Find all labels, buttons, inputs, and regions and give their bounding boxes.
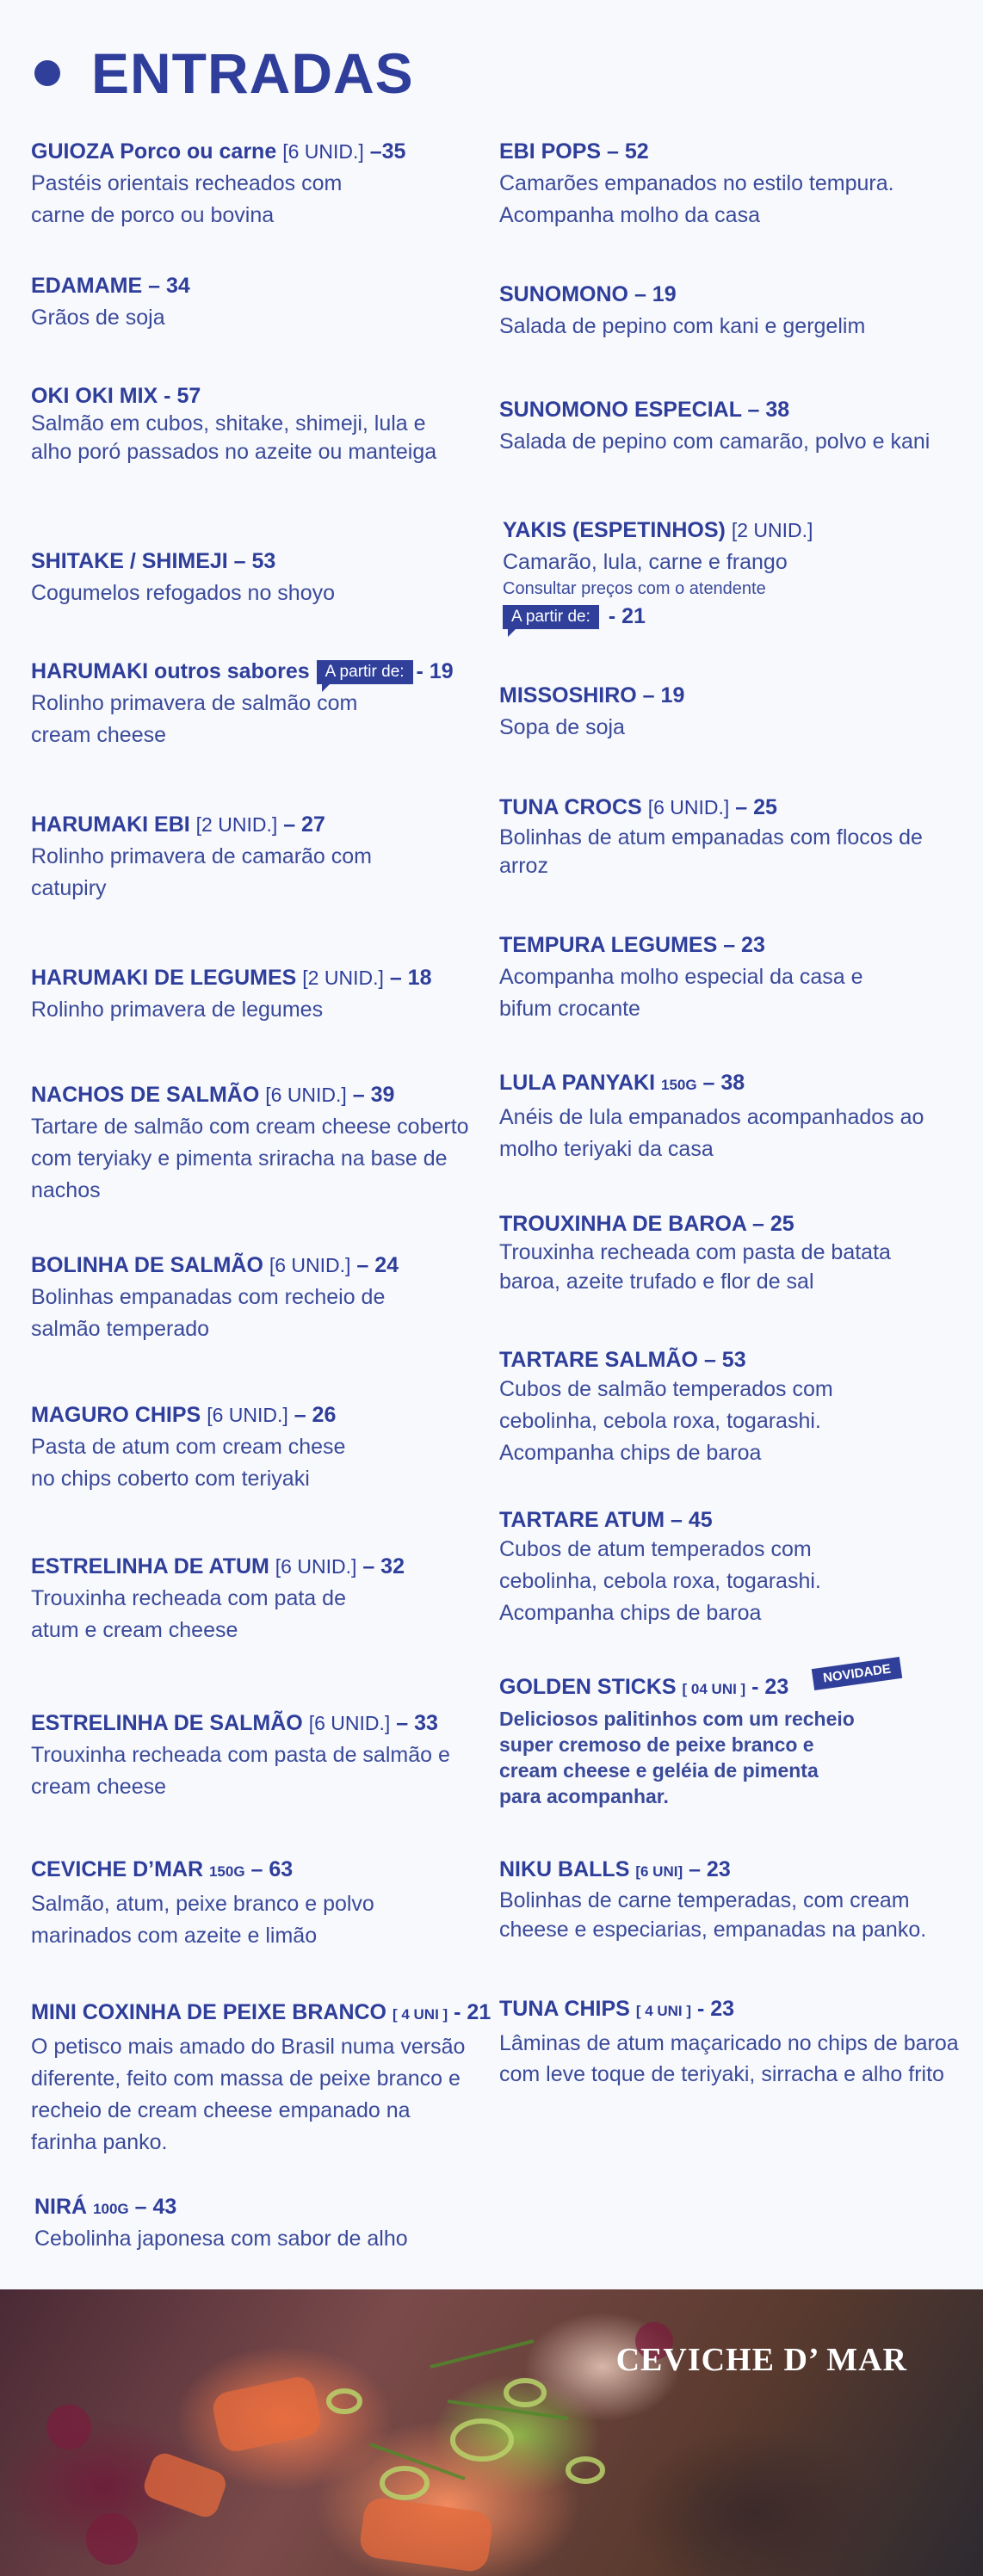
menu-item-shitake-shimeji [31, 547, 479, 609]
menu-item-edamame [31, 272, 479, 334]
item-description: Bolinhas empanadas com recheio de salmão temperado [31, 1285, 386, 1341]
item-name-line: TUNA CHIPS [ 4 UNI ] - 23 [499, 1997, 735, 2021]
item-description: Cubos de atum temperados com cebolinha, cebola roxa, togarashi. Acompanha chips de baroa [499, 1537, 821, 1625]
item-description: Pasta de atum com cream chese no chips coberto com teriyaki [31, 1435, 346, 1491]
menu-item-ebi-pops [499, 138, 964, 232]
item-name-line: EBI POPS – 52 [499, 139, 649, 164]
item-description: Sopa de soja [499, 715, 625, 739]
item-name-line: GUIOZA Porco ou carne [6 UNID.] –35 [31, 139, 406, 164]
menu-item-ceviche-dmar [31, 1856, 479, 1952]
novidade-badge: NOVIDADE [812, 1657, 903, 1690]
item-description: Tartare de salmão com cream cheese coberto com teryiaky e pimenta sriracha na base de nachos [31, 1115, 469, 1202]
menu-item-mini-coxinha [31, 1998, 492, 2159]
menu-item-tartare-salmao [499, 1346, 964, 1469]
menu-item-missoshiro [499, 682, 964, 744]
item-name-line: HARUMAKI DE LEGUMES [2 UNID.] – 18 [31, 966, 432, 990]
item-description: Rolinho primavera de legumes [31, 998, 324, 1022]
item-name-line: OKI OKI MIX - 57 [31, 384, 201, 408]
item-name-line: TARTARE SALMÃO – 53 [499, 1348, 746, 1372]
item-description: Camarões empanados no estilo tempura. Acompanha molho da casa [499, 171, 894, 227]
item-description: Rolinho primavera de salmão com cream cheese [31, 691, 358, 747]
item-description: Salmão, atum, peixe branco e polvo marinados com azeite e limão [31, 1892, 374, 1948]
item-description: Acompanha molho especial da casa e bifum crocante [499, 965, 863, 1021]
item-name-line: TUNA CROCS [6 UNID.] – 25 [499, 795, 777, 819]
price-line: A partir de: - 21 [503, 602, 968, 630]
menu-item-maguro-chips [31, 1401, 479, 1495]
item-description: Grãos de soja [31, 306, 165, 330]
item-name-line: SUNOMONO – 19 [499, 282, 677, 306]
photo-caption: CEVICHE D’ MAR [615, 2342, 907, 2378]
section-header [34, 41, 414, 105]
menu-item-estrelinha-salmao [31, 1709, 479, 1803]
item-name-line: TEMPURA LEGUMES – 23 [499, 933, 765, 957]
menu-item-trouxinha-baroa [499, 1210, 964, 1296]
item-name-line: SUNOMONO ESPECIAL – 38 [499, 398, 790, 422]
ceviche-illustration [0, 2289, 983, 2576]
menu-item-harumaki-ebi [31, 811, 479, 905]
item-description: Anéis de lula empanados acompanhados ao molho teriyaki da casa [499, 1105, 924, 1161]
item-name-line: NIRÁ 100G – 43 [34, 2195, 177, 2219]
item-note: Consultar preços com o atendente [503, 579, 766, 598]
item-name-line: NACHOS DE SALMÃO [6 UNID.] – 39 [31, 1083, 395, 1107]
item-name-line: TARTARE ATUM – 45 [499, 1508, 713, 1532]
item-name-line: SHITAKE / SHIMEJI – 53 [31, 549, 276, 573]
item-description: Cubos de salmão temperados com cebolinha, cebola roxa, togarashi. Acompanha chips de baroa [499, 1377, 833, 1465]
menu-item-nachos-salmao [31, 1081, 479, 1207]
item-description: Bolinhas de atum empanadas com flocos de arroz [499, 825, 923, 878]
item-description: Trouxinha recheada com pasta de batata baroa, azeite trufado e flor de sal [499, 1240, 891, 1294]
item-name-line: TROUXINHA DE BAROA – 25 [499, 1212, 794, 1236]
menu-item-bolinha-salmao [31, 1251, 479, 1345]
menu-item-tempura-legumes [499, 931, 964, 1025]
item-description: Salada de pepino com camarão, polvo e kani [499, 429, 930, 454]
item-name-line: MAGURO CHIPS [6 UNID.] – 26 [31, 1403, 337, 1427]
menu-item-sunomono-especial [499, 396, 964, 458]
menu-item-tuna-crocs [499, 794, 964, 880]
item-name-line: EDAMAME – 34 [31, 274, 190, 298]
item-name-line: YAKIS (ESPETINHOS) [2 UNID.] [503, 518, 813, 542]
menu-item-lula-panyaki [499, 1069, 964, 1165]
menu-item-guioza [31, 138, 479, 232]
item-name-line: ESTRELINHA DE ATUM [6 UNID.] – 32 [31, 1554, 405, 1578]
item-name-line: GOLDEN STICKS [ 04 UNI ] - 23 [499, 1675, 789, 1699]
bullet-icon [34, 60, 60, 86]
item-description: Lâminas de atum maçaricado no chips de baroa com leve toque de teriyaki, sirracha e alho frito [499, 2031, 959, 2086]
item-description: Rolinho primavera de camarão com catupiry [31, 844, 373, 900]
item-name-line: CEVICHE D’MAR 150G – 63 [31, 1857, 294, 1881]
item-description: Trouxinha recheada com pata de atum e cream cheese [31, 1586, 346, 1642]
menu-item-golden-sticks [499, 1673, 964, 1809]
menu-item-oki-oki-mix [31, 382, 479, 466]
item-name-line: ESTRELINHA DE SALMÃO [6 UNID.] – 33 [31, 1711, 438, 1735]
menu-item-sunomono [499, 281, 964, 343]
item-description: Deliciosos palitinhos com um recheio super cremoso de peixe branco e cream cheese e geléia de pimenta para acompanhar. [499, 1708, 855, 1807]
menu-item-estrelinha-atum [31, 1553, 479, 1646]
item-name-line: BOLINHA DE SALMÃO [6 UNID.] – 24 [31, 1253, 399, 1277]
price-from-badge: A partir de: [317, 660, 413, 684]
item-description: Camarão, lula, carne e frango [503, 550, 788, 574]
item-description: Cogumelos refogados no shoyo [31, 581, 336, 605]
item-description: O petisco mais amado do Brasil numa versão diferente, feito com massa de peixe branco e recheio de cream cheese empanado na farinha panko. [31, 2035, 466, 2154]
ceviche-photo [0, 2289, 983, 2576]
item-description: Bolinhas de carne temperadas, com cream cheese e especiarias, empanadas na panko. [499, 1888, 927, 1942]
item-description: Trouxinha recheada com pasta de salmão e cream cheese [31, 1743, 450, 1799]
item-name-line: HARUMAKI outros sabores A partir de: - 19 [31, 659, 454, 683]
menu-item-nira [34, 2193, 482, 2255]
menu-item-harumaki-outros [31, 658, 479, 751]
item-description: Salmão em cubos, shitake, shimeji, lula e alho poró passados no azeite ou manteiga [31, 411, 437, 464]
item-description: Cebolinha japonesa com sabor de alho [34, 2227, 408, 2251]
menu-item-harumaki-legumes [31, 964, 479, 1026]
item-description: Salada de pepino com kani e gergelim [499, 314, 866, 338]
section-title: ENTRADAS [91, 41, 414, 105]
item-name-line: NIKU BALLS [6 UNI] – 23 [499, 1857, 731, 1881]
item-name-line: HARUMAKI EBI [2 UNID.] – 27 [31, 812, 325, 837]
menu-item-niku-balls [499, 1856, 964, 1944]
item-name-line: LULA PANYAKI 150G – 38 [499, 1071, 745, 1095]
menu-item-tuna-chips [499, 1995, 964, 2090]
item-name-line: MINI COXINHA DE PEIXE BRANCO [ 4 UNI ] - 21 [31, 2000, 492, 2024]
menu-item-tartare-atum [499, 1506, 964, 1629]
item-name-line: MISSOSHIRO – 19 [499, 683, 685, 707]
item-description: Pastéis orientais recheados com carne de porco ou bovina [31, 171, 343, 227]
price-from-badge: A partir de: [503, 605, 599, 629]
menu-item-yakis [503, 516, 968, 630]
